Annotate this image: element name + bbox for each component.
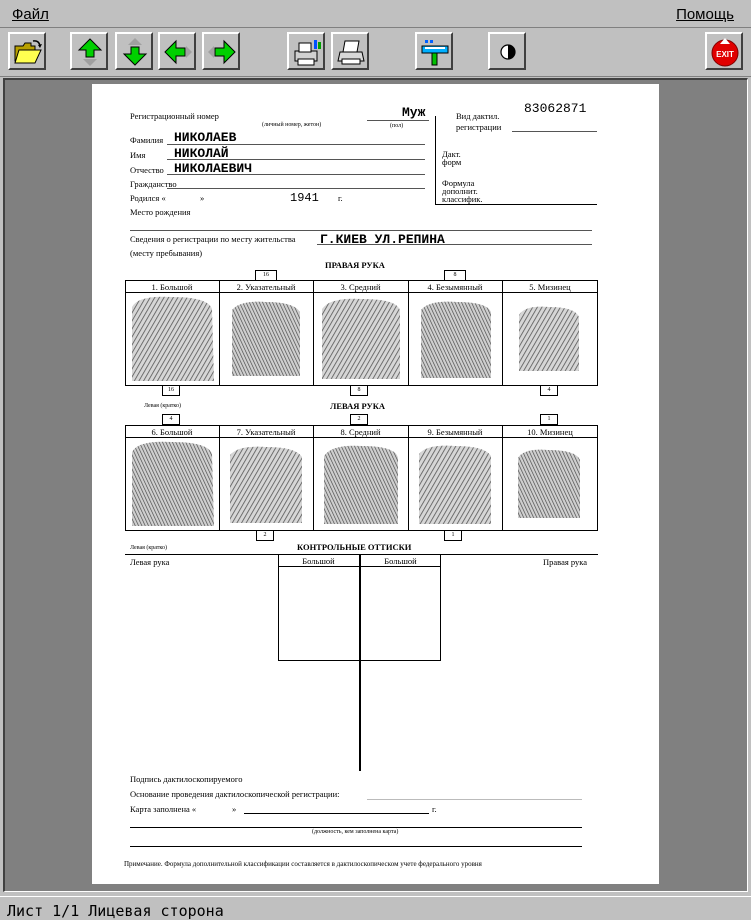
stay-label: (месту пребывания): [130, 248, 203, 258]
filled-label: Карта заполнена «: [130, 804, 197, 814]
fingerprint-1: [128, 295, 216, 383]
next-side-button[interactable]: [202, 32, 240, 70]
born-year-suffix: г.: [338, 193, 343, 203]
exit-button[interactable]: [705, 32, 743, 70]
surname-label: Фамилия: [130, 135, 164, 145]
arrow-left-icon: [163, 37, 193, 67]
patronymic-label: Отчество: [130, 165, 164, 175]
status-bar: [0, 896, 751, 920]
name-label: Имя: [130, 150, 146, 160]
arrow-up-icon: [75, 37, 105, 67]
open-folder-icon: [13, 37, 43, 67]
print-button[interactable]: [331, 32, 369, 70]
scan-fingerprint-button[interactable]: [415, 32, 453, 70]
klass-label: классифик.: [442, 194, 483, 204]
finger-label-9: 9. Безымянный: [427, 427, 483, 437]
filled-year: г.: [432, 804, 437, 814]
prev-side-button[interactable]: [158, 32, 196, 70]
basis-label: Основание проведения дактилоскопической регистрации:: [130, 789, 340, 799]
right-top-code-1: 16: [255, 270, 277, 281]
residence-value: Г.КИЕВ УЛ.РЕПИНА: [320, 232, 445, 247]
registration-label: регистрации: [456, 122, 502, 132]
right-bottom-code-2: 8: [350, 385, 368, 396]
fingerprint-3: [318, 297, 404, 381]
finger-label-6: 6. Большой: [151, 427, 193, 437]
finger-label-7: 7. Указательный: [236, 427, 296, 437]
contrast-button[interactable]: [488, 32, 526, 70]
printer-settings-icon: [292, 37, 322, 67]
reg-number-hint: (личный номер, жетон): [262, 122, 322, 128]
form-label: форм: [442, 157, 462, 167]
left-thumb-label: Большой: [302, 556, 335, 566]
born-label: Родился «: [130, 193, 166, 203]
right-hand-control-label: Правая рука: [543, 557, 588, 567]
print-preview-button[interactable]: [287, 32, 325, 70]
fingerprint-card-page: [92, 84, 659, 884]
filled-hint: (должность, кем заполнена карта): [312, 829, 399, 835]
left-top-code-1: 4: [162, 414, 180, 425]
arrow-down-icon: [120, 37, 150, 67]
fingerprint-8: [320, 444, 402, 526]
control-title: КОНТРОЛЬНЫЕ ОТТИСКИ: [297, 542, 412, 552]
formula-label: Формула: [442, 178, 475, 188]
fingerprint-5: [515, 305, 583, 373]
fingerprint-9: [415, 444, 495, 526]
left-top-code-3: 1: [540, 414, 558, 425]
status-text: Лист 1/1 Лицевая сторона: [7, 902, 224, 920]
left-hand-small-label: Левая (кратко): [144, 403, 182, 409]
open-file-button[interactable]: [8, 32, 46, 70]
left-bottom-code-1: 2: [256, 530, 274, 541]
birthplace-label: Место рождения: [130, 207, 191, 217]
fingerprint-7: [226, 445, 306, 525]
finger-label-3: 3. Средний: [340, 282, 381, 292]
citizenship-label: Гражданство: [130, 179, 177, 189]
sex-hint: (пол): [390, 123, 404, 129]
right-top-code-2: 8: [444, 270, 466, 281]
printer-icon: [336, 37, 366, 67]
next-page-button[interactable]: [115, 32, 153, 70]
right-bottom-code-1: 16: [162, 385, 180, 396]
left-bottom-code-2: 1: [444, 530, 462, 541]
menu-help[interactable]: Помощь: [676, 6, 734, 23]
fingerprint-4: [417, 300, 495, 380]
fingerprint-6: [128, 440, 216, 528]
name-value: НИКОЛАЙ: [174, 146, 229, 161]
contrast-icon: [493, 37, 523, 67]
finger-label-1: 1. Большой: [151, 282, 193, 292]
left-top-code-2: 2: [350, 414, 368, 425]
menu-file[interactable]: Файл: [12, 6, 49, 23]
card-type-label: Вид дактил.: [456, 111, 500, 121]
exit-icon: [710, 37, 740, 67]
card-number: 83062871: [524, 101, 587, 116]
control-small-label: Левая (кратко): [130, 545, 168, 551]
finger-label-10: 10. Мизинец: [527, 427, 573, 437]
filled-mid: »: [232, 804, 237, 814]
born-year: 1941: [290, 191, 319, 205]
sex-value: Муж: [402, 105, 426, 120]
first-page-button[interactable]: [70, 32, 108, 70]
finger-label-8: 8. Средний: [340, 427, 381, 437]
finger-label-2: 2. Указательный: [236, 282, 296, 292]
arrow-right-icon: [207, 37, 237, 67]
left-hand-control-label: Левая рука: [130, 557, 170, 567]
residence-label: Сведения о регистрации по месту жительства: [130, 234, 296, 244]
dop-label: дополнит.: [442, 186, 478, 196]
dakt-label: Дакт.: [442, 149, 461, 159]
right-thumb-label: Большой: [384, 556, 417, 566]
right-hand-title: ПРАВАЯ РУКА: [325, 260, 385, 270]
fingerprint-10: [514, 448, 584, 520]
fingerprint-2: [228, 300, 304, 378]
menu-bar: [0, 0, 751, 28]
surname-value: НИКОЛАЕВ: [174, 130, 237, 145]
finger-label-5: 5. Мизинец: [529, 282, 571, 292]
patronymic-value: НИКОЛАЕВИЧ: [174, 161, 253, 176]
svg-text:EXIT: EXIT: [716, 50, 734, 59]
right-bottom-code-3: 4: [540, 385, 558, 396]
note-text: Примечание. Формула дополнительной классификации составляется в дактилоскопическом учете федерального уровня: [124, 860, 482, 868]
scanner-icon: [420, 37, 450, 67]
born-mid: »: [200, 193, 205, 203]
left-hand-title: ЛЕВАЯ РУКА: [330, 401, 386, 411]
toolbar: [0, 29, 751, 77]
signature-label: Подпись дактилоскопируемого: [130, 774, 243, 784]
finger-label-4: 4. Безымянный: [427, 282, 483, 292]
reg-number-label: Регистрационный номер: [130, 111, 219, 121]
